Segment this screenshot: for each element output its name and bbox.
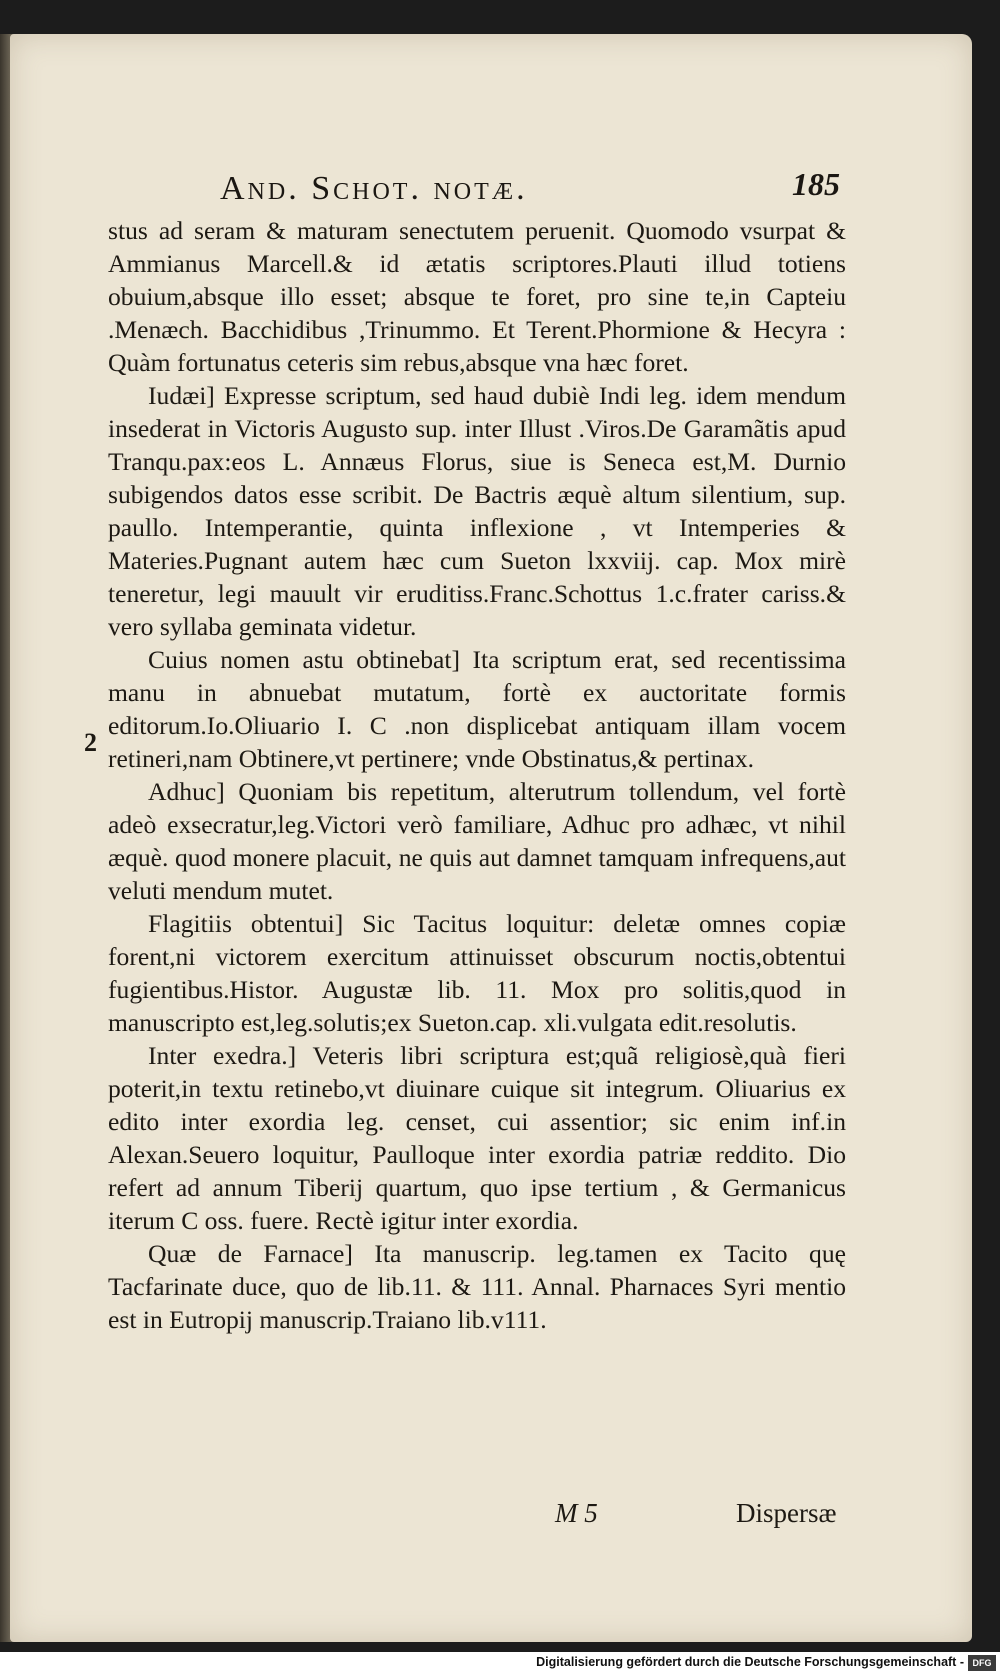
- page-footer: [10, 1498, 972, 1538]
- marginal-note-number: 2: [84, 728, 97, 757]
- paragraph: Inter exedra.] Veteris libri scriptura est;quã religiosè,quà fieri poterit,in textu retinebo,vt diuinare cuique sit integrum. Oliuarius ex edito inter exordia leg. censet, cui assentior; sic enim inf.in Alexan.Seuero loquitur, Paulloque inter exordia patriæ reddito. Dio refert ad annum Tiberij quartum, quo ipse tertium , & Germanicus iterum C oss. fuere. Rectè igitur inter exordia.: [108, 1041, 846, 1235]
- paragraph: Cuius nomen astu obtinebat] Ita scriptum erat, sed recentissima manu in abnuebat mutatum, fortè ex auctoritate formis editorum.Io.Oliuario I. C .non displicebat antiquam illam vocem retineri,nam Obtinere,vt pertinere; vnde Obstinatus,& pertinax.: [108, 645, 846, 773]
- paragraph: Iudæi] Expresse scriptum, sed haud dubiè Indi leg. idem mendum insederat in Victoris Augusto sup. inter Illust .Viros.De Garamãtis apud Tranqu.pax:eos L. Annæus Florus, siue is Seneca est,M. Durnio subigendos datos esse scribit. De Bactris æquè altum silentium, sup. paullo. Intemperantie, quinta inflexione , vt Intemperies & Materies.Pugnant autem hæc cum Sueton lxxviij. cap. Mox mirè teneretur, legi mauult vir eruditiss.Franc.Schottus 1.c.frater cariss.& vero syllaba geminata videtur.: [108, 381, 846, 641]
- body-text: [108, 214, 846, 1336]
- page-header: [220, 166, 840, 220]
- running-title: And. Schot. notæ.: [220, 170, 528, 207]
- dfg-logo-icon: DFG: [968, 1655, 996, 1671]
- paragraph: stus ad seram & maturam senectutem peruenit. Quomodo vsurpat & Ammianus Marcell.& id ætatis scriptores.Plauti illud totiens obuium,absque illo esset; absque te foret, pro sine te,in Capteiu .Menæch. Bacchidibus ,Trinummo. Et Terent.Phormione & Hecyra : Quàm fortunatus ceteris sim rebus,absque vna hæc foret.: [108, 216, 846, 377]
- funding-bar: [0, 1652, 1000, 1675]
- page-number: 185: [792, 166, 840, 202]
- catchword: Dispersæ: [736, 1498, 837, 1528]
- paragraph: Flagitiis obtentui] Sic Tacitus loquitur: deletæ omnes copiæ forent,ni victorem exercitum attinuisset obscurum noctis,obtentui fugientibus.Histor. Augustæ lib. 11. Mox pro solitis,quod in manuscripto est,leg.solutis;ex Sueton.cap. xli.vulgata edit.resolutis.: [108, 909, 846, 1037]
- paragraph: Adhuc] Quoniam bis repetitum, alterutrum tollendum, vel fortè adeò exsecratur,leg.Victori verò familiare, Adhuc pro adhæc, vt nihil æquè. quod monere placuit, ne quis aut damnet tamquam infrequens,aut veluti mendum mutet.: [108, 777, 846, 905]
- paragraph: Quæ de Farnace] Ita manuscrip. leg.tamen ex Tacito quę Tacfarinate duce, quo de lib.11. & 111. Annal. Pharnaces Syri mentio est in Eutropij manuscrip.Traiano lib.v111.: [108, 1239, 846, 1334]
- funding-notice: Digitalisierung gefördert durch die Deutsche Forschungsgemeinschaft -: [536, 1655, 964, 1669]
- book-page: [10, 34, 972, 1642]
- signature-mark: M 5: [555, 1498, 598, 1528]
